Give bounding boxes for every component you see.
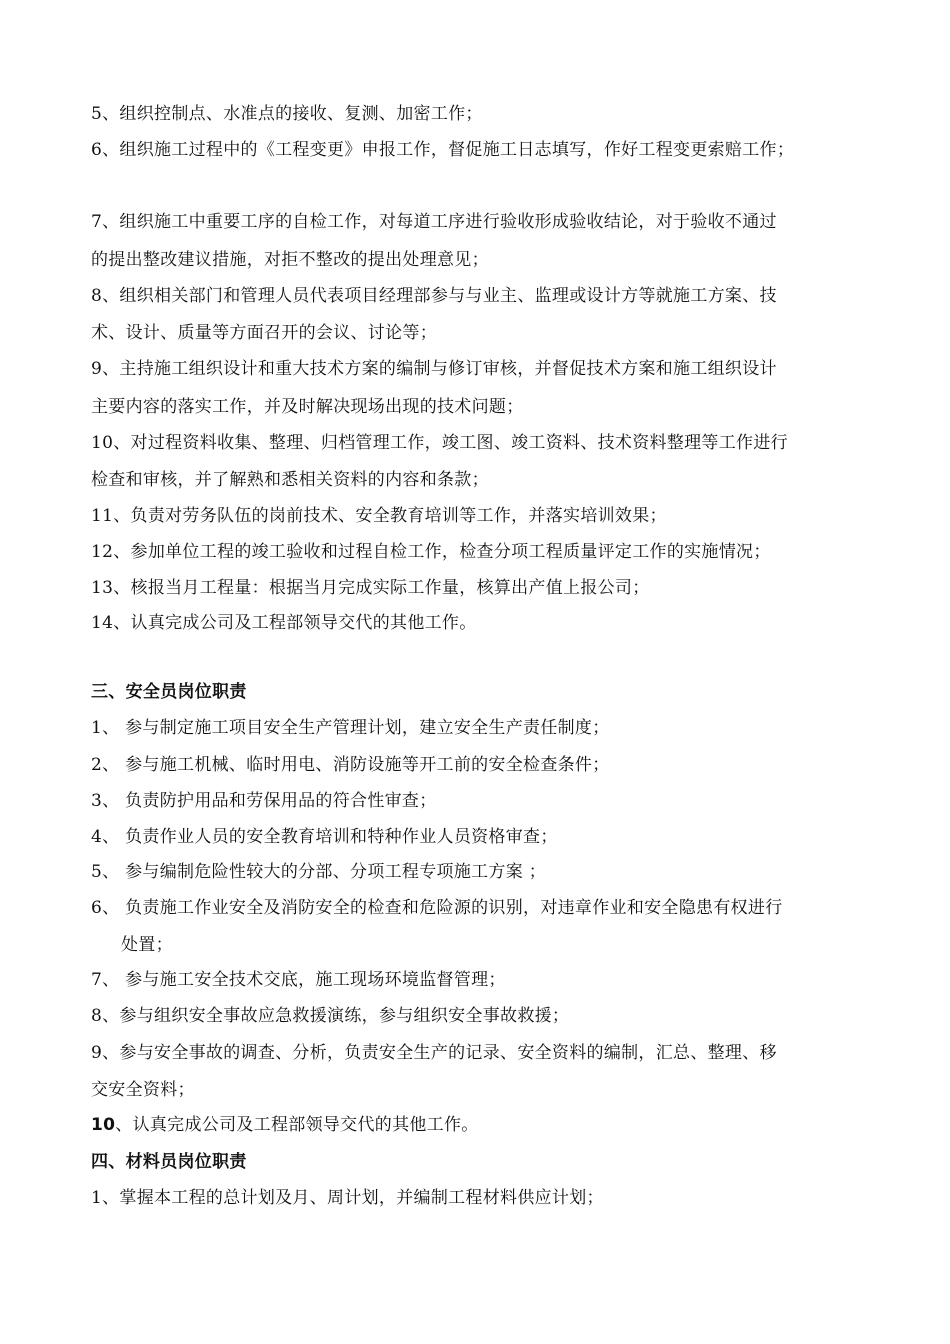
safety-item-8: 8、参与组织安全事故应急救援演练，参与组织安全事故救援； — [91, 1006, 570, 1026]
safety-item-10 — [91, 1114, 871, 1136]
item-10-continued: 检查和审核，并了解熟和悉相关资料的内容和条款； — [91, 470, 489, 490]
safety-item-6: 6、 负责施工作业安全及消防安全的检查和危险源的识别，对违章作业和安全隐患有权进行 — [91, 898, 783, 918]
safety-item-2: 2、 参与施工机械、临时用电、消防设施等开工前的安全检查条件； — [91, 755, 610, 775]
item-12-acceptance: 12、参加单位工程的竣工验收和过程自检工作，检查分项工程质量评定工作的实施情况； — [91, 542, 771, 562]
safety-item-1: 1、 参与制定施工项目安全生产管理计划，建立安全生产责任制度； — [91, 718, 610, 738]
item-13-monthly-quantity: 13、核报当月工程量：根据当月完成实际工作量，核算出产值上报公司； — [91, 578, 650, 598]
safety-item-9: 9、参与安全事故的调查、分析，负责安全生产的记录、安全资料的编制，汇总、整理、移 — [91, 1043, 777, 1063]
material-item-1: 1、掌握本工程的总计划及月、周计划，并编制工程材料供应计划； — [91, 1188, 604, 1208]
item-11-labor-training: 11、负责对劳务队伍的岗前技术、安全教育培训等工作，并落实培训效果； — [91, 506, 667, 526]
item-7-self-inspection: 7、组织施工中重要工序的自检工作，对每道工序进行验收形成验收结论，对于验收不通过 — [91, 212, 777, 232]
item-9-continued: 主要内容的落实工作，并及时解决现场出现的技术问题； — [91, 397, 524, 417]
item-5-control-points: 5、组织控制点、水准点的接收、复测、加密工作； — [91, 104, 483, 124]
item-8-meetings: 8、组织相关部门和管理人员代表项目经理部参与与业主、监理或设计方等就施工方案、技 — [91, 286, 777, 306]
safety-item-10-number: 10 — [91, 1115, 116, 1135]
safety-item-9-continued: 交安全资料； — [91, 1080, 195, 1100]
item-8-continued: 术、设计、质量等方面召开的会议、讨论等； — [91, 323, 437, 343]
safety-item-10-text: 、认真完成公司及工程部领导交代的其他工作。 — [115, 1115, 479, 1135]
section-4-heading: 四、材料员岗位职责 — [91, 1152, 247, 1172]
item-7-continued: 的提出整改建议措施，对拒不整改的提出处理意见； — [91, 250, 489, 270]
item-10-documents: 10、对过程资料收集、整理、归档管理工作，竣工图、竣工资料、技术资料整理等工作进行 — [91, 433, 788, 453]
safety-item-6-continued: 处置； — [121, 935, 173, 955]
section-3-heading: 三、安全员岗位职责 — [91, 682, 247, 702]
safety-item-7: 7、 参与施工安全技术交底，施工现场环境监督管理； — [91, 970, 506, 990]
safety-item-4: 4、 负责作业人员的安全教育培训和特种作业人员资格审查； — [91, 827, 558, 847]
item-14-other-work: 14、认真完成公司及工程部领导交代的其他工作。 — [91, 613, 477, 633]
safety-item-5: 5、 参与编制危险性较大的分部、分项工程专项施工方案 ； — [91, 862, 547, 882]
item-9-construction-design: 9、主持施工组织设计和重大技术方案的编制与修订审核，并督促技术方案和施工组织设计 — [91, 359, 777, 379]
safety-item-3: 3、 负责防护用品和劳保用品的符合性审查； — [91, 791, 437, 811]
item-6-engineering-change: 6、组织施工过程中的《工程变更》申报工作，督促施工日志填写，作好工程变更索赔工作； — [91, 140, 795, 160]
